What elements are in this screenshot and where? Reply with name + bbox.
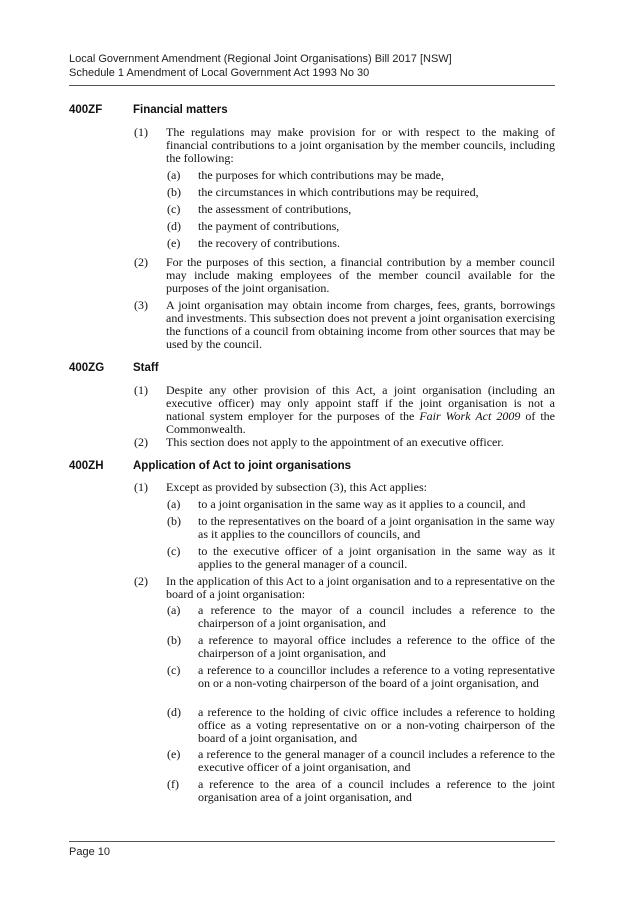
paragraph-text: the purposes for which contributions may be made, bbox=[198, 168, 444, 182]
page-number: Page 10 bbox=[69, 846, 110, 858]
paragraph-text: the payment of contributions, bbox=[198, 219, 340, 233]
paragraph-number: (c) bbox=[167, 202, 181, 216]
subsection-number: (2) bbox=[134, 574, 148, 588]
subsection-text: The regulations may make provision for or with respect to the making of financial contributions to a joint organisation by the member councils, including the following: bbox=[166, 125, 555, 165]
section-number: 400ZF bbox=[69, 104, 103, 116]
paragraph-number: (a) bbox=[167, 497, 181, 511]
subsection-number: (2) bbox=[134, 255, 148, 269]
section-number: 400ZG bbox=[69, 362, 105, 374]
paragraph-number: (d) bbox=[167, 219, 181, 233]
subsection-text-part: of the Commonwealth. bbox=[166, 409, 556, 436]
paragraph-text: to a joint organisation in the same way as it applies to a council, and bbox=[198, 497, 526, 511]
header-rule bbox=[69, 85, 555, 86]
subsection-text: This section does not apply to the appointment of an executive officer. bbox=[166, 435, 504, 449]
paragraph-text: to the representatives on the board of a joint organisation in the same way as it applies to the councillors of councils, and bbox=[198, 514, 555, 541]
paragraph-number: (d) bbox=[167, 705, 181, 719]
section-heading: Financial matters bbox=[133, 104, 228, 116]
paragraph-text: a reference to the mayor of a council includes a reference to the chairperson of a joint organisation, and bbox=[198, 603, 555, 630]
paragraph-number: (a) bbox=[167, 603, 181, 617]
paragraph-number: (b) bbox=[167, 514, 181, 528]
header-bill-title: Local Government Amendment (Regional Joint Organisations) Bill 2017 [NSW] bbox=[69, 53, 452, 65]
footer-rule bbox=[69, 841, 555, 842]
subsection-text bbox=[166, 384, 555, 436]
paragraph-number: (e) bbox=[167, 236, 181, 250]
subsection-text: For the purposes of this section, a financial contribution by a member council may include making employees of the member council available for the purposes of the joint organisation. bbox=[166, 255, 555, 295]
subsection-number: (1) bbox=[134, 480, 148, 494]
section-heading: Staff bbox=[133, 362, 159, 374]
paragraph-text: a reference to the holding of civic office includes a reference to holding office as a voting representative on or a non-voting chairperson of the board of a joint organisation, and bbox=[198, 705, 555, 745]
paragraph-text: to the executive officer of a joint organisation in the same way as it applies to the general manager of a council. bbox=[198, 544, 555, 571]
paragraph-number: (c) bbox=[167, 544, 181, 558]
header-schedule: Schedule 1 Amendment of Local Government Act 1993 No 30 bbox=[69, 67, 370, 79]
subsection-number: (3) bbox=[134, 298, 148, 312]
paragraph-number: (c) bbox=[167, 663, 181, 677]
subsection-number: (2) bbox=[134, 435, 148, 449]
paragraph-text: a reference to the area of a council includes a reference to the joint organisation area of a joint organisation, and bbox=[198, 777, 555, 804]
paragraph-number: (f) bbox=[167, 777, 179, 791]
paragraph-text: the recovery of contributions. bbox=[198, 236, 340, 250]
paragraph-text: the circumstances in which contributions may be required, bbox=[198, 185, 479, 199]
subsection-text-part: Despite any other provision of this Act, a joint organisation (including an executive officer) may only appoint staff if the joint organisation is not a national system employer for the purposes of the bbox=[166, 383, 555, 423]
paragraph-text: a reference to the general manager of a council includes a reference to the executive officer of a joint organisation, and bbox=[198, 747, 555, 774]
subsection-text: In the application of this Act to a joint organisation and to a representative on the board of a joint organisation: bbox=[166, 574, 555, 601]
act-title: Fair Work Act 2009 bbox=[419, 409, 521, 423]
paragraph-number: (e) bbox=[167, 747, 181, 761]
subsection-number: (1) bbox=[134, 383, 148, 397]
paragraph-text: the assessment of contributions, bbox=[198, 202, 352, 216]
section-heading: Application of Act to joint organisations bbox=[133, 460, 352, 472]
paragraph-text: a reference to mayoral office includes a reference to the office of the chairperson of a joint organisation, and bbox=[198, 633, 555, 660]
paragraph-number: (a) bbox=[167, 168, 181, 182]
paragraph-number: (b) bbox=[167, 185, 181, 199]
subsection-number: (1) bbox=[134, 125, 148, 139]
section-number: 400ZH bbox=[69, 460, 104, 472]
paragraph-number: (b) bbox=[167, 633, 181, 647]
paragraph-text: a reference to a councillor includes a reference to a voting representative on or a non-voting chairperson of the board of a joint organisation, and bbox=[198, 663, 555, 690]
subsection-text: A joint organisation may obtain income from charges, fees, grants, borrowings and investments. This subsection does not prevent a joint organisation exercising the functions of a council from obtaining income from other sources that may be used by the council. bbox=[166, 298, 555, 351]
running-header bbox=[69, 52, 555, 80]
subsection-text: Except as provided by subsection (3), this Act applies: bbox=[166, 480, 427, 494]
